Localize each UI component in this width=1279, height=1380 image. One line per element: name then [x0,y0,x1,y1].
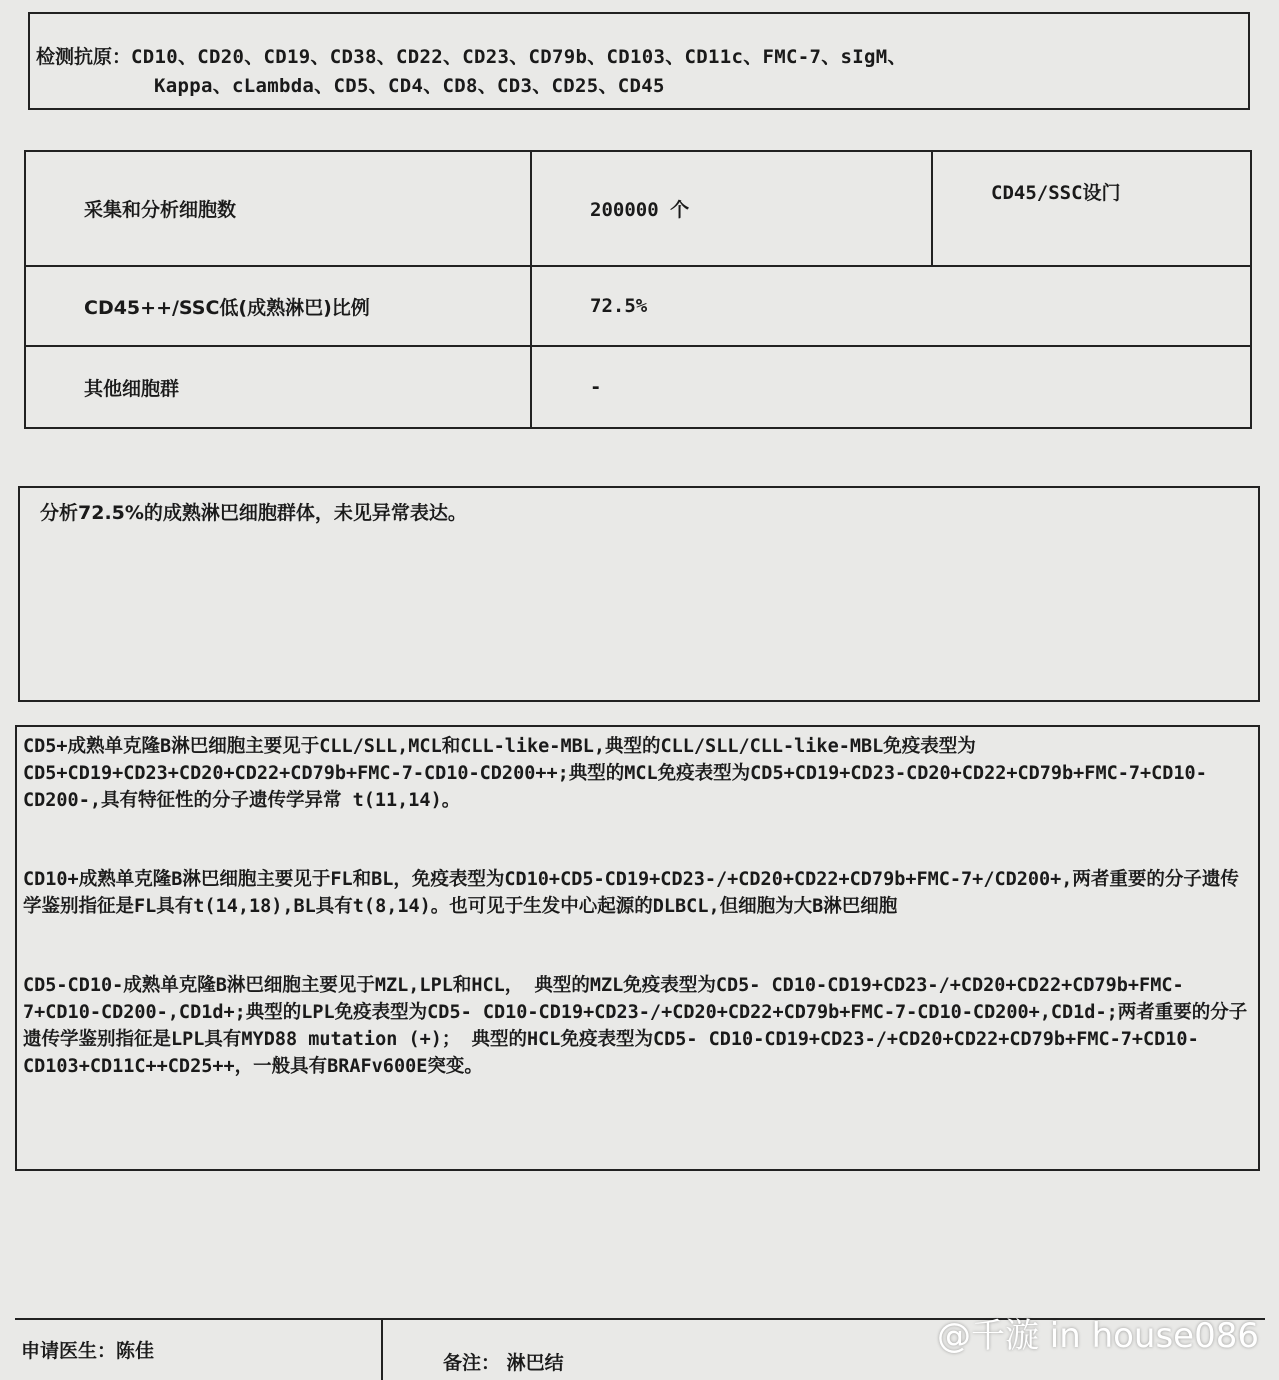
table-row [25,346,1251,428]
table-row [25,266,1251,346]
other-population-label: 其他细胞群 [25,346,531,428]
cell-count-table [24,150,1252,429]
analysis-result-text: 分析72.5%的成熟淋巴细胞群体，未见异常表达。 [40,502,467,524]
footer-divider [381,1320,383,1380]
interpretation-notes [15,725,1260,1171]
watermark: @千漩 in house086 [936,1316,1259,1356]
mature-lymph-ratio-label: CD45++/SSC低(成熟淋巴)比例 [25,266,531,346]
requesting-doctor: 申请医生：陈佳 [21,1340,155,1362]
note-paragraph-cd5-cd10-neg: CD5-CD10-成熟单克隆B淋巴细胞主要见于MZL,LPL和HCL， 典型的MZL免疫表型为CD5- CD10-CD19+CD23-/+CD20+CD22+CD79b+FMC-7+CD10-CD200-,CD1d+;典型的LPL免疫表型为CD5- CD10-CD19+CD23-/+CD20+CD22+CD79b+FMC-7-CD10-CD200+,CD1d-;两者重要的分子遗传学鉴别指征是LPL具有MYD88 mutation (+)； 典型的HCL免疫表型为CD5- CD10-CD19+CD23-/+CD20+CD22+CD79b+FMC-7+CD10-CD103+CD11C++CD25++，一般具有BRAFv600E突变。 [23,975,1248,1077]
antigen-list-line1: CD10、CD20、CD19、CD38、CD22、CD23、CD79b、CD103、CD11c、FMC-7、sIgM、 [131,46,907,68]
mature-lymph-ratio-value: 72.5% [531,266,1251,346]
gating-strategy: CD45/SSC设门 [932,151,1251,266]
antigen-list-line2: Kappa、cLambda、CD5、CD4、CD8、CD3、CD25、CD45 [154,75,665,97]
antigen-label: 检测抗原： [36,46,132,68]
other-population-value: - [531,346,1251,428]
note-paragraph-cd5: CD5+成熟单克隆B淋巴细胞主要见于CLL/SLL,MCL和CLL-like-MBL,典型的CLL/SLL/CLL-like-MBL免疫表型为CD5+CD19+CD23+CD20+CD22+CD79b+FMC-7-CD10-CD200++;典型的MCL免疫表型为CD5+CD19+CD23-CD20+CD22+CD79b+FMC-7+CD10-CD200-,具有特征性的分子遗传学异常 t(11,14)。 [23,736,1207,811]
cell-count-value: 200000 个 [531,151,932,266]
table-row [25,151,1251,266]
cell-count-label: 采集和分析细胞数 [25,151,531,266]
antigen-panel [28,12,1250,110]
note-paragraph-cd10: CD10+成熟单克隆B淋巴细胞主要见于FL和BL，免疫表型为CD10+CD5-CD19+CD23-/+CD20+CD22+CD79b+FMC-7+/CD200+,两者重要的分子遗传学鉴别指征是FL具有t(14,18),BL具有t(8,14)。也可见于生发中心起源的DLBCL,但细胞为大B淋巴细胞 [23,869,1239,917]
analysis-result [18,486,1260,702]
remark: 备注： 淋巴结 [443,1352,564,1374]
